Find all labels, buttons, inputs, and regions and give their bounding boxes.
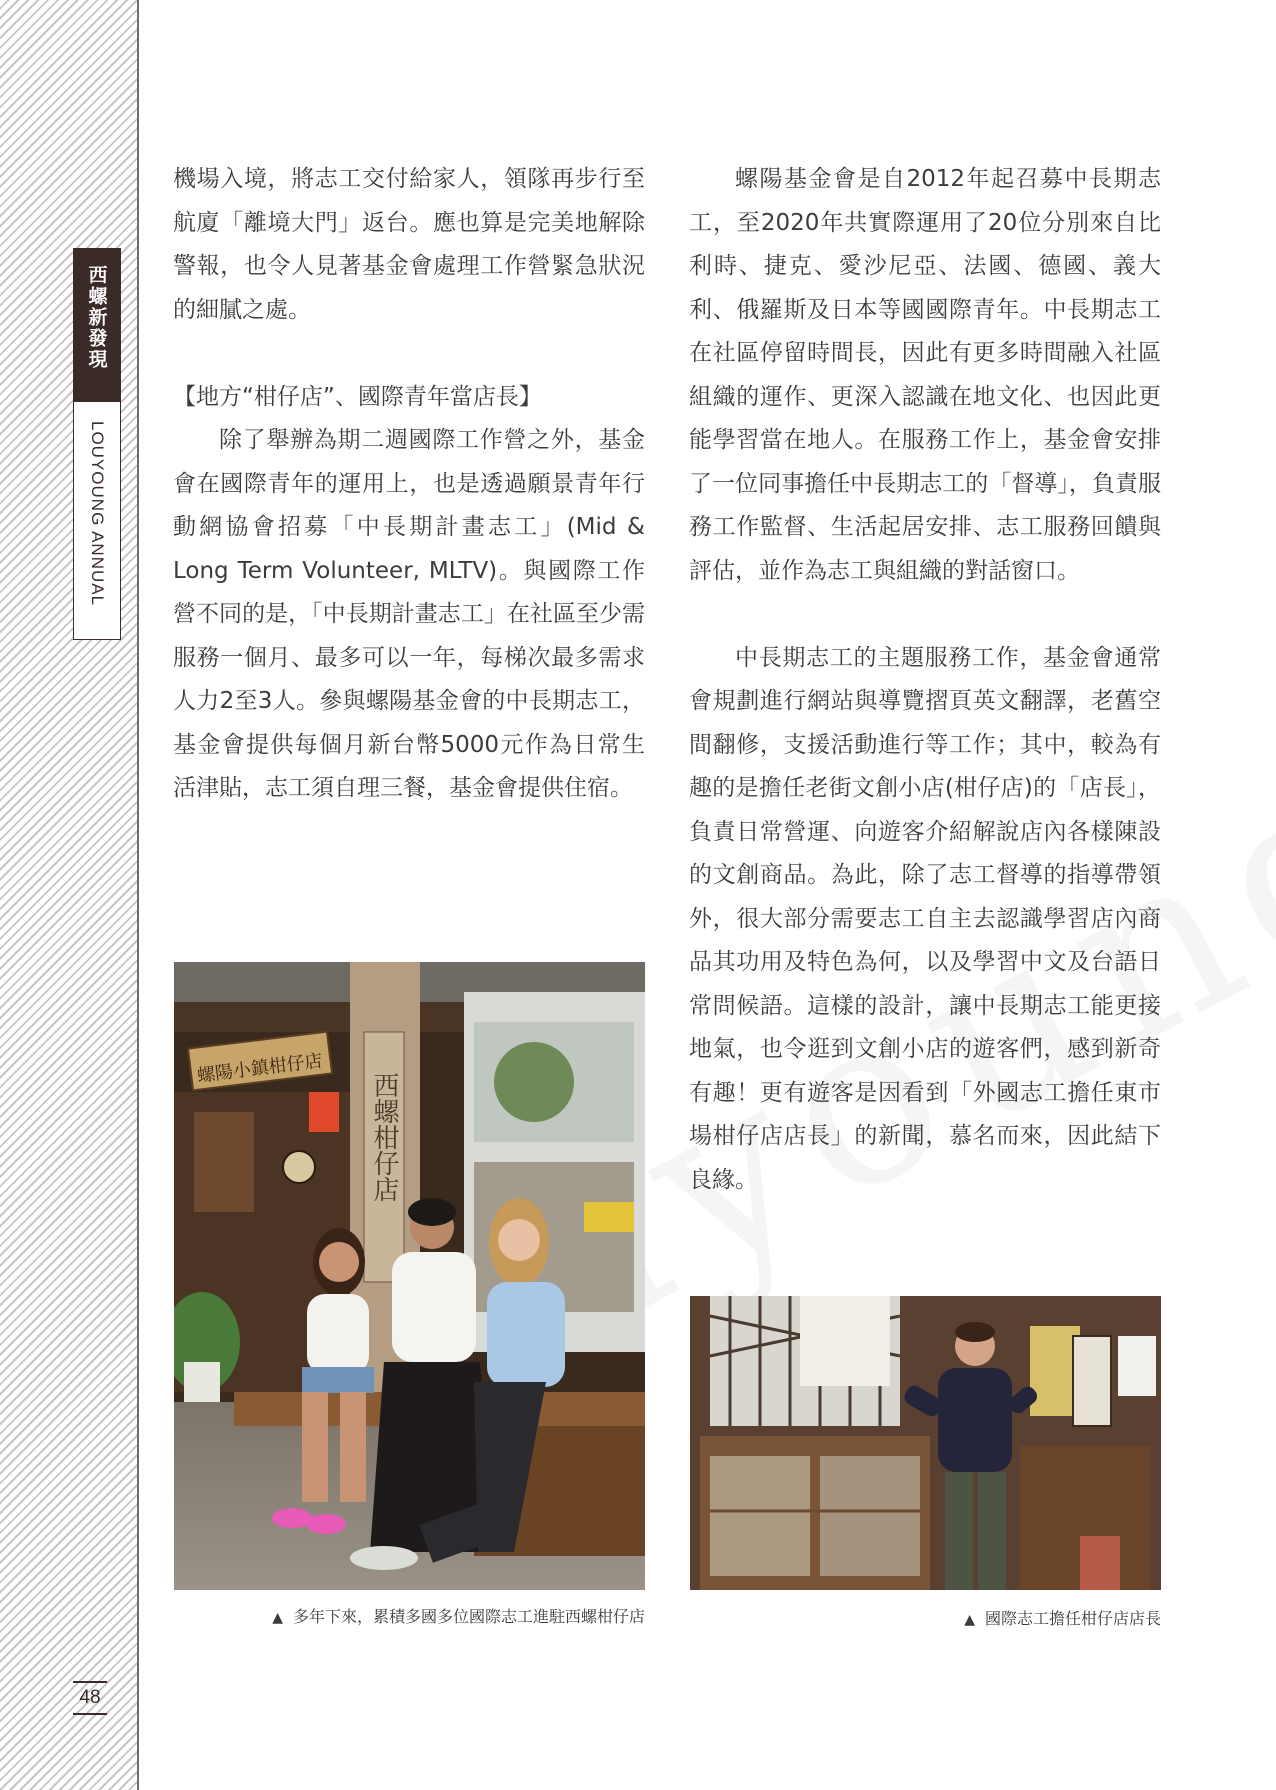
section-subtitle-wrap [74, 421, 120, 631]
right-column [689, 158, 1161, 1202]
shop-interior-illustration [690, 1296, 1161, 1590]
section-tab [73, 248, 121, 640]
page-number: 48 [73, 1681, 107, 1715]
left-paragraph-1: 機場入境，將志工交付給家人，領隊再步行至航廈「離境大門」返台。應也算是完美地解除警報，也令人見著基金會處理工作營緊急狀況的細膩之處。 [173, 166, 645, 323]
left-paragraph-2: 除了舉辦為期二週國際工作營之外，基金會在國際青年的運用上，也是透過願景青年行動網協會招募「中長期計畫志工」(Mid & Long Term Volunteer, MLTV)。與國際工作營不同的是，「中長期計畫志工」在社區至少需服務一個月、最多可以一年，每梯次最多需求人力2至3人。參與螺陽基金會的中長期志工，基金會提供每個月新台幣5000元作為日常生活津貼，志工須自理三餐，基金會提供住宿。 [173, 427, 645, 801]
shop-front-illustration [174, 962, 645, 1590]
right-paragraph-2: 中長期志工的主題服務工作，基金會通常會規劃進行網站與導覽摺頁英文翻譯，老舊空間翻修，支援活動進行等工作；其中，較為有趣的是擔任老街文創小店(柑仔店)的「店長」，負責日常營運、向遊客介紹解說店內各樣陳設的文創商品。為此，除了志工督導的指導帶領外，很大部分需要志工自主去認識學習店內商品其功用及特色為何，以及學習中文及台語日常問候語。這樣的設計，讓中長期志工能更接地氣，也令逛到文創小店的遊客們，感到新奇有趣！更有遊客是因看到「外國志工擔任東市場柑仔店店長」的新聞，慕名而來，因此結下良緣。 [689, 644, 1161, 1193]
caption-triangle-icon: ▲ [964, 1612, 975, 1628]
section-tab-header [74, 249, 120, 402]
right-paragraph-1: 螺陽基金會是自2012年起召募中長期志工，至2020年共實際運用了20位分別來自比利時、捷克、愛沙尼亞、法國、德國、義大利、俄羅斯及日本等國國際青年。中長期志工在社區停留時間長，因此有更多時間融入社區組織的運作、更深入認識在地文化、也因此更能學習當在地人。在服務工作上，基金會安排了一位同事擔任中長期志工的「督導」，負責服務工作監督、生活起居安排、志工服務回饋與評估，並作為志工與組織的對話窗口。 [689, 166, 1161, 584]
section-heading: 【地方“柑仔店”、國際青年當店長】 [173, 383, 542, 410]
photo-2-caption [690, 1606, 1161, 1629]
photo-2-caption-text: 國際志工擔任柑仔店店長 [984, 1609, 1161, 1628]
photo-volunteer-shopkeeper [690, 1296, 1161, 1590]
photo-volunteers-at-shop [174, 962, 645, 1590]
section-subtitle: LOUYOUNG ANNUAL [88, 421, 107, 607]
margin-divider [137, 0, 139, 1790]
left-column [173, 158, 645, 811]
vertical-sign-text: 西螺柑仔店 [369, 1072, 399, 1202]
photo-1-caption-text: 多年下來，累積多國多位國際志工進駐西螺柑仔店 [292, 1607, 645, 1626]
photo-1-caption [174, 1604, 645, 1627]
sign-board-text: 螺陽小鎮柑仔店 [196, 1050, 324, 1087]
section-title: 西螺新發現 [85, 265, 108, 370]
caption-triangle-icon: ▲ [272, 1610, 283, 1626]
